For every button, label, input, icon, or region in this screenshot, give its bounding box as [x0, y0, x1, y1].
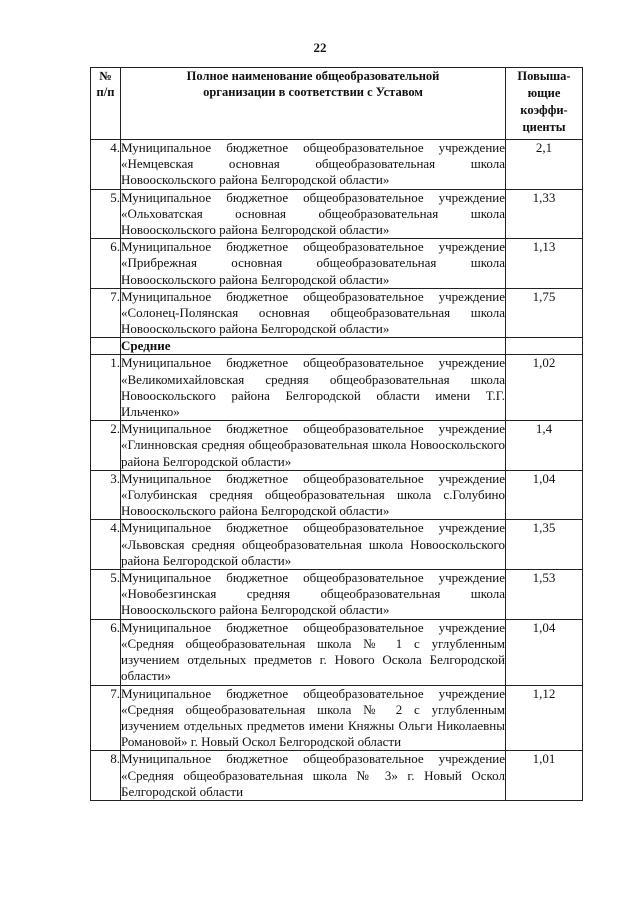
row-number: 1.	[91, 355, 121, 421]
coefficient-value: 1,35	[506, 520, 583, 570]
organization-name: Муниципальное бюджетное общеобразовательное учреждение «Прибрежная основная общеобразовательная школа Новооскольского района Белгородской области»	[121, 239, 505, 287]
organization-name: Муниципальное бюджетное общеобразовательное учреждение «Голубинская средняя общеобразовательная школа с.Голубино Новооскольского района Белгородской области»	[121, 470, 505, 519]
table-row	[91, 470, 583, 520]
table-row	[91, 355, 583, 421]
coefficient-value: 1,04	[506, 470, 583, 520]
coefficient-value: 1,13	[506, 239, 583, 289]
row-number: 5.	[91, 570, 121, 620]
row-number: 3.	[91, 470, 121, 520]
organization-name: Муниципальное бюджетное общеобразовательное учреждение «Новобезгинская средняя общеобразовательная школа Новооскольского района Белгородской области»	[121, 570, 505, 618]
section-label: Средние	[121, 338, 506, 355]
coefficient-value: 1,12	[506, 685, 583, 751]
header-number: № п/п	[91, 68, 121, 140]
table-row	[91, 520, 583, 570]
row-number: 2.	[91, 421, 121, 471]
section-coef-cell	[506, 338, 583, 355]
organization-name: Муниципальное бюджетное общеобразовательное учреждение «Солонец-Полянская основная общеобразовательная школа Новооскольского района Белгородской области»	[121, 288, 505, 337]
row-number: 6.	[91, 239, 121, 289]
table-body-basic	[91, 140, 583, 338]
coefficient-value: 2,1	[506, 140, 583, 190]
header-organization-name: Полное наименование общеобразовательной организации в соответствии с Уставом	[121, 68, 506, 140]
table-body-secondary	[91, 355, 583, 800]
coefficient-value: 1,75	[506, 288, 583, 338]
row-number: 7.	[91, 685, 121, 751]
section-num-cell	[91, 338, 121, 355]
coefficient-value: 1,53	[506, 570, 583, 620]
section-row-secondary	[91, 338, 583, 355]
organization-name: Муниципальное бюджетное общеобразовательное учреждение «Немцевская основная общеобразовательная школа Новооскольского района Белгородской области»	[121, 140, 505, 188]
table-row	[91, 685, 583, 751]
table-row	[91, 751, 583, 801]
coefficient-value: 1,04	[506, 619, 583, 685]
coefficient-value: 1,4	[506, 421, 583, 471]
row-number: 4.	[91, 140, 121, 190]
table-row	[91, 239, 583, 289]
row-number: 5.	[91, 189, 121, 239]
schools-coefficients-table	[90, 67, 583, 801]
organization-name: Муниципальное бюджетное общеобразовательное учреждение «Средняя общеобразовательная школа № 2 с углубленным изучением отдельных предметов имени Княжны Ольги Николаевны Романовой» г. Новый Оскол Белгородской области	[121, 685, 505, 750]
row-number: 7.	[91, 288, 121, 338]
organization-name: Муниципальное бюджетное общеобразовательное учреждение «Великомихайловская средняя общеобразовательная школа Новооскольского района Белгородской области имени Т.Г. Ильченко»	[121, 355, 505, 420]
organization-name: Муниципальное бюджетное общеобразовательное учреждение «Средняя общеобразовательная школа № 1 с углубленным изучением отдельных предметов г. Нового Оскола Белгородской области»	[121, 619, 505, 684]
coefficient-value: 1,02	[506, 355, 583, 421]
coefficient-value: 1,01	[506, 751, 583, 801]
row-number: 8.	[91, 751, 121, 801]
organization-name: Муниципальное бюджетное общеобразовательное учреждение «Глинновская средняя общеобразовательная школа Новооскольского района Белгородской области»	[121, 421, 505, 469]
organization-name: Муниципальное бюджетное общеобразовательное учреждение «Ольховатская основная общеобразовательная школа Новооскольского района Белгородской области»	[121, 189, 505, 238]
table-row	[91, 288, 583, 338]
page-number: 22	[313, 40, 327, 55]
row-number: 6.	[91, 619, 121, 685]
organization-name: Муниципальное бюджетное общеобразовательное учреждение «Львовская средняя общеобразовательная школа Новооскольского района Белгородской области»	[121, 520, 505, 568]
table-row	[91, 619, 583, 685]
header-coefficients: Повыша- ющие коэффи- циенты	[506, 68, 583, 140]
table-row	[91, 570, 583, 620]
table-row	[91, 421, 583, 471]
table-row	[91, 189, 583, 239]
table-row	[91, 140, 583, 190]
table-header-row	[91, 68, 583, 140]
coefficient-value: 1,33	[506, 189, 583, 239]
row-number: 4.	[91, 520, 121, 570]
organization-name: Муниципальное бюджетное общеобразовательное учреждение «Средняя общеобразовательная школа № 3» г. Новый Оскол Белгородской области	[121, 751, 505, 799]
